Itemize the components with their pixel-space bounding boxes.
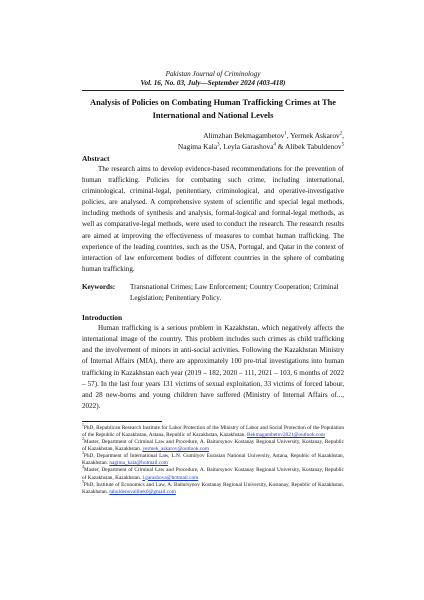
footnotes <box>82 425 344 496</box>
footnote-text: PhD, Republican Research Institute for Labor Protection of the Ministry of Labor and Social Protection of the Population of the Republic of Kazakhstan, Astana, Republic of Kazakhstan, Kazakhstan. <box>82 424 344 438</box>
author-name: Alimzhan Bekmagambetov <box>203 131 285 140</box>
footnote-text: Master, Department of Criminal Law and Procedure, A. Baitursynov Kostanay Regional University, Kostanay, Republic of Kazakhstan, Kazakhstan. <box>82 439 344 453</box>
footnote-number: 4 <box>82 465 84 470</box>
footnote <box>82 453 344 467</box>
journal-name: Pakistan Journal of Criminology <box>165 70 261 78</box>
footnote-ref: 1 <box>284 131 287 137</box>
footnote-ref: 5 <box>341 142 344 148</box>
journal-volume: Vol. 16, No. 03, July—September 2024 (403-418) <box>140 79 286 87</box>
author-name: Leyla Garashova <box>223 142 274 151</box>
paper-title: Analysis of Policies on Combating Human Trafficking Crimes at The International and National Levels <box>90 98 336 120</box>
footnote-email-link[interactable]: yermek_askarov@outlook.com <box>142 446 209 453</box>
footnote-number: 2 <box>82 437 84 442</box>
introduction-heading: Introduction <box>82 313 123 323</box>
footnote-ref: 2 <box>339 131 343 137</box>
author-line-1: Alimzhan Bekmagambetov$^1$, Yermek Askarov$^2$, <box>203 131 344 140</box>
abstract-heading: Abstract <box>82 154 110 163</box>
footnote-text: Master, Department of Criminal Law and Procedure, A. Baitursynov Kostanay Regional University, Kostanay, Republic of Kazakhstan, Kazakhstan. <box>82 467 344 481</box>
introduction-text: Human trafficking is a serious problem in Kazakhstan, which negatively affects the international image of the country. This problem includes such crimes as child trafficking and the involvement of minors in anti-social activities. Following the Kazakhstan Ministry of Internal Affairs (MIA), there are approximately 100 pre-trial investigations into human trafficking in Kazakhstan each year (2019 – 182, 2020 – 111, 2021 – 103, 6 months of 2022 – 57). In the last four years 131 victims of sexual exploitation, 33 victims of forced labour, and 28 new-borns and young children have suffered (Ministry of Internal Affairs of..., 2022). <box>82 324 344 410</box>
footnote <box>82 467 344 481</box>
footnote-ref: 3 <box>217 142 220 148</box>
footnote-email-link[interactable]: tabuldenovalibek0@gmail.com <box>109 488 176 495</box>
author-line-2 <box>82 141 344 152</box>
author-list <box>82 130 344 152</box>
abstract-text: The research aims to develop evidence-based recommendations for the prevention of human trafficking. Policies for combating such crime, including international, criminological, criminal-legal, penitentiary, criminological, and operative-investigative policies, are analysed. A comprehensive system of scientific and special legal methods, including methods of synthesis and analysis, formal-logical and formal-legal methods, as well as comparative-legal methods, were used to conduct the research. The research results are aimed at improving the effectiveness of measures to combat human trafficking. The experience of the leading countries, such as the USA, Portugal, and Qatar in the context of interaction of law enforcement bodies of different countries in the sphere of combating human trafficking. <box>82 165 344 273</box>
author-name: Alibek Tabuldenov <box>284 142 342 151</box>
footnote-text: PhD, Department of International Law, L.N. Gumilyov Eurasian National University, Astana, Republic of Kazakhstan, Kazakhstan. <box>82 453 344 467</box>
footnote-email-link[interactable]: l.garashova@hotmail.com <box>142 474 199 481</box>
footnote-number: 1 <box>82 423 84 428</box>
author-separator: , <box>219 142 224 151</box>
author-name: Yermek Askarov <box>290 131 340 140</box>
footnote-text: PhD, Institute of Economics and Law, A. Baitursynov Kostanay Regional University, Kostanay, Republic of Kazakhstan, Kazakhstan. <box>82 481 344 495</box>
footnote-number: 3 <box>82 451 84 456</box>
keywords-label: Keywords: <box>82 282 116 291</box>
author-separator: , <box>286 131 291 140</box>
author-separator: & <box>277 142 285 151</box>
footnote <box>82 423 344 442</box>
footnote-rule <box>82 421 162 422</box>
footnote <box>82 437 344 456</box>
footnote-number: 5 <box>82 479 84 484</box>
keywords-text: Transnational Crimes; Law Enforcement; Country Cooperation; Criminal Legislation; Penitentiary Policy. <box>130 282 339 303</box>
author-name: Nagima Kala <box>177 142 218 151</box>
footnote-email-link[interactable]: nagima_kala@hotmail.com <box>109 460 168 467</box>
footnote <box>82 479 344 496</box>
header-rule <box>82 90 344 91</box>
keywords <box>82 282 344 304</box>
footnote-email-link[interactable]: Bekmagambetov2021@outlook.com <box>247 431 326 438</box>
journal-header <box>82 0 344 88</box>
footnote-ref: 4 <box>273 142 276 148</box>
